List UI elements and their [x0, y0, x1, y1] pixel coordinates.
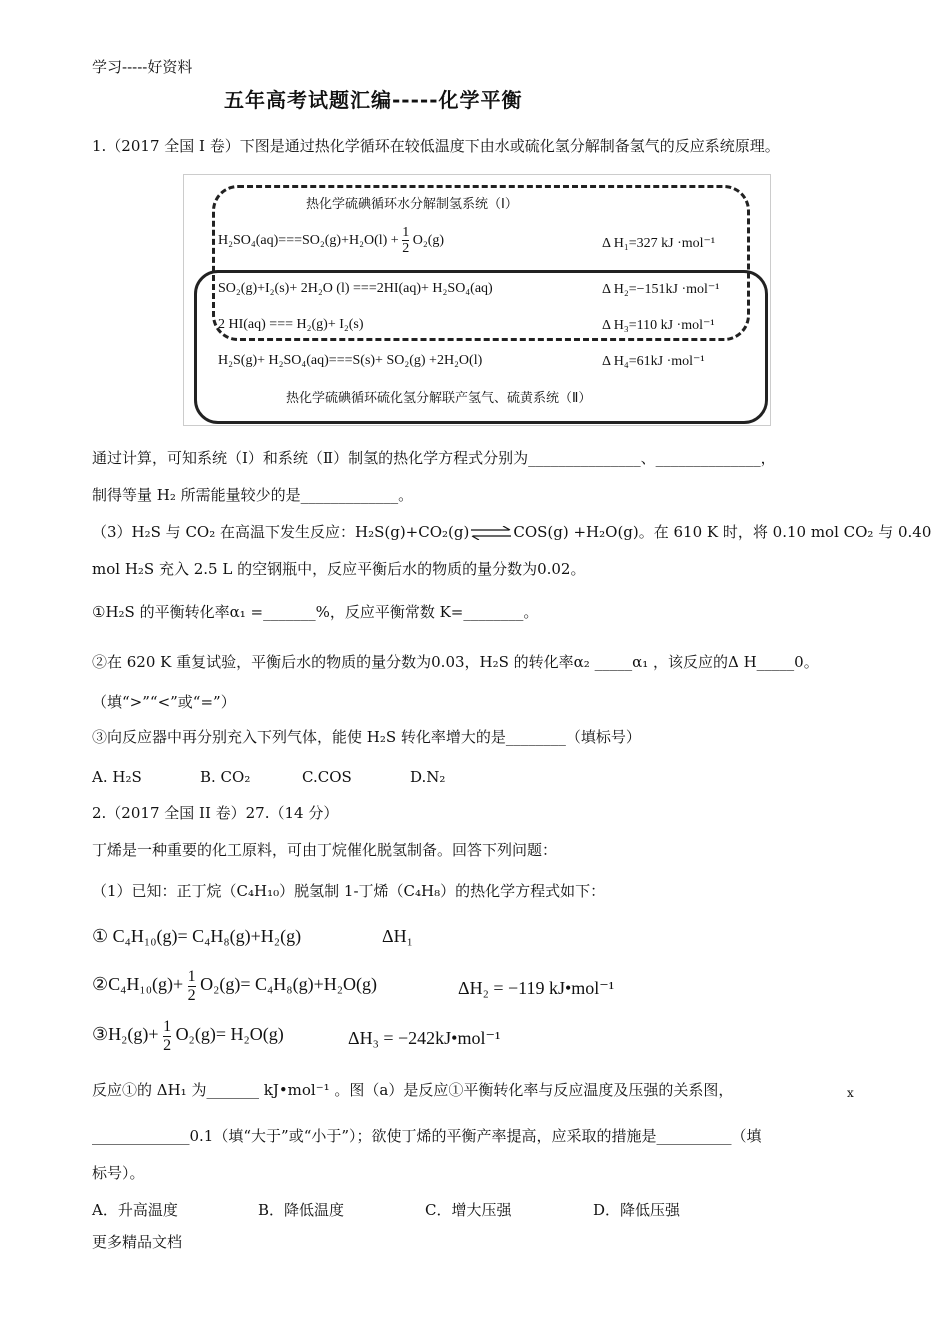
q2-choice-c: C．增大压强 [425, 1201, 512, 1219]
q1-sub1: ①H₂S 的平衡转化率α₁ =_______%，反应平衡常数 K=________。 [92, 603, 539, 621]
q2-reaction1-line: 反应①的 ΔH₁ 为_______ kJ•mol⁻¹ 。图（a）是反应①平衡转化率与反应温度及压强的关系图， [92, 1081, 734, 1099]
reaction-1-dh: Δ H₁=327 kJ ·mol⁻¹ [602, 236, 716, 251]
page-title: 五年高考试题汇编-----化学平衡 [224, 88, 523, 112]
equation-2: ②C₄H₁₀(g)+ $\frac{1}{2}$ O₂(g)= C₄H₈(g)+H₂O(g) [92, 968, 377, 1004]
reaction-3-dh: Δ H₃=110 kJ ·mol⁻¹ [602, 318, 715, 333]
header-note: 学习-----好资料 [92, 58, 193, 76]
reaction-4: H₂S(g)+ H₂SO₄(aq)===S(s)+ SO₂(g) +2H₂O(l) [218, 353, 483, 368]
q1-less-energy-line: 制得等量 H₂ 所需能量较少的是_____________。 [92, 486, 414, 504]
equilibrium-arrow-icon [469, 526, 513, 540]
q1-intro: 1.（2017 全国 I 卷）下图是通过热化学循环在较低温度下由水或硫化氢分解制备氢气的反应系统原理。 [92, 137, 780, 155]
system-2-label: 热化学硫碘循环硫化氢分解联产氢气、硫黄系统（Ⅱ） [286, 391, 592, 406]
reaction-1: H₂SO₄(aq)===SO₂(g)+H₂O(l) + $\frac{1}{2}$ O₂(g) [218, 225, 445, 257]
q2-choice-a: A．升高温度 [92, 1201, 178, 1219]
q2-description: 丁烯是一种重要的化工原料，可由丁烷催化脱氢制备。回答下列问题： [92, 841, 558, 859]
q1-option-c: C.COS [302, 768, 352, 786]
q1-sub2-note: （填“>”“<”或“=”） [92, 693, 236, 711]
x-mark: x [847, 1086, 854, 1100]
equation-2-dh: ΔH₂ = −119 kJ•mol⁻¹ [458, 978, 615, 998]
equation-3-dh: ΔH₃ = −242kJ•mol⁻¹ [348, 1028, 501, 1048]
q1-part3-line2: mol H₂S 充入 2.5 L 的空钢瓶中，反应平衡后水的物质的量分数为0.02。 [92, 560, 586, 578]
footer-note: 更多精品文档 [92, 1233, 183, 1251]
q2-choice-d: D．降低压强 [593, 1201, 681, 1219]
q2-fill-line2: 标号）。 [92, 1164, 145, 1182]
equation-1: ① C₄H₁₀(g)= C₄H₈(g)+H₂(g) [92, 926, 302, 946]
reaction-2-dh: Δ H₂=−151kJ ·mol⁻¹ [602, 282, 720, 297]
q1-option-b: B. CO₂ [200, 768, 251, 786]
q2-fill-line: _____________0.1（填“大于”或“小于”）；欲使丁烯的平衡产率提高，应采取的措施是__________（填 [92, 1127, 762, 1145]
reaction-2: SO₂(g)+I₂(s)+ 2H₂O (l) ===2HI(aq)+ H₂SO₄(aq) [218, 281, 493, 296]
reaction-diagram [183, 174, 771, 426]
q1-sub3: ③向反应器中再分别充入下列气体，能使 H₂S 转化率增大的是________（填标号） [92, 728, 641, 746]
reaction-4-dh: Δ H₄=61kJ ·mol⁻¹ [602, 354, 705, 369]
equation-1-dh: ΔH₁ [382, 926, 413, 946]
q1-option-d: D.N₂ [410, 768, 446, 786]
reaction-3: 2 HI(aq) === H₂(g)+ I₂(s) [218, 317, 364, 332]
q1-option-a: A. H₂S [92, 768, 142, 786]
q2-choice-b: B．降低温度 [258, 1201, 345, 1219]
q2-intro: 2.（2017 全国 II 卷）27.（14 分） [92, 804, 339, 822]
q1-calc-line: 通过计算，可知系统（Ⅰ）和系统（Ⅱ）制氢的热化学方程式分别为_______________、______________， [92, 449, 776, 467]
q1-part3-line1: （3）H₂S 与 CO₂ 在高温下发生反应：H₂S(g)+CO₂(g) COS(g) +H₂O(g)。在 610 K 时，将 0.10 mol CO₂ 与 0.40 [92, 523, 932, 541]
system-1-label: 热化学硫碘循环水分解制氢系统（Ⅰ） [306, 197, 518, 212]
q1-sub2: ②在 620 K 重复试验，平衡后水的物质的量分数为0.03，H₂S 的转化率α₂ _____α₁ ，该反应的Δ H_____0。 [92, 653, 819, 671]
q2-known: （1）已知：正丁烷（C₄H₁₀）脱氢制 1-丁烯（C₄H₈）的热化学方程式如下： [92, 882, 606, 900]
equation-3: ③H₂(g)+ $\frac{1}{2}$ O₂(g)= H₂O(g) [92, 1018, 284, 1054]
